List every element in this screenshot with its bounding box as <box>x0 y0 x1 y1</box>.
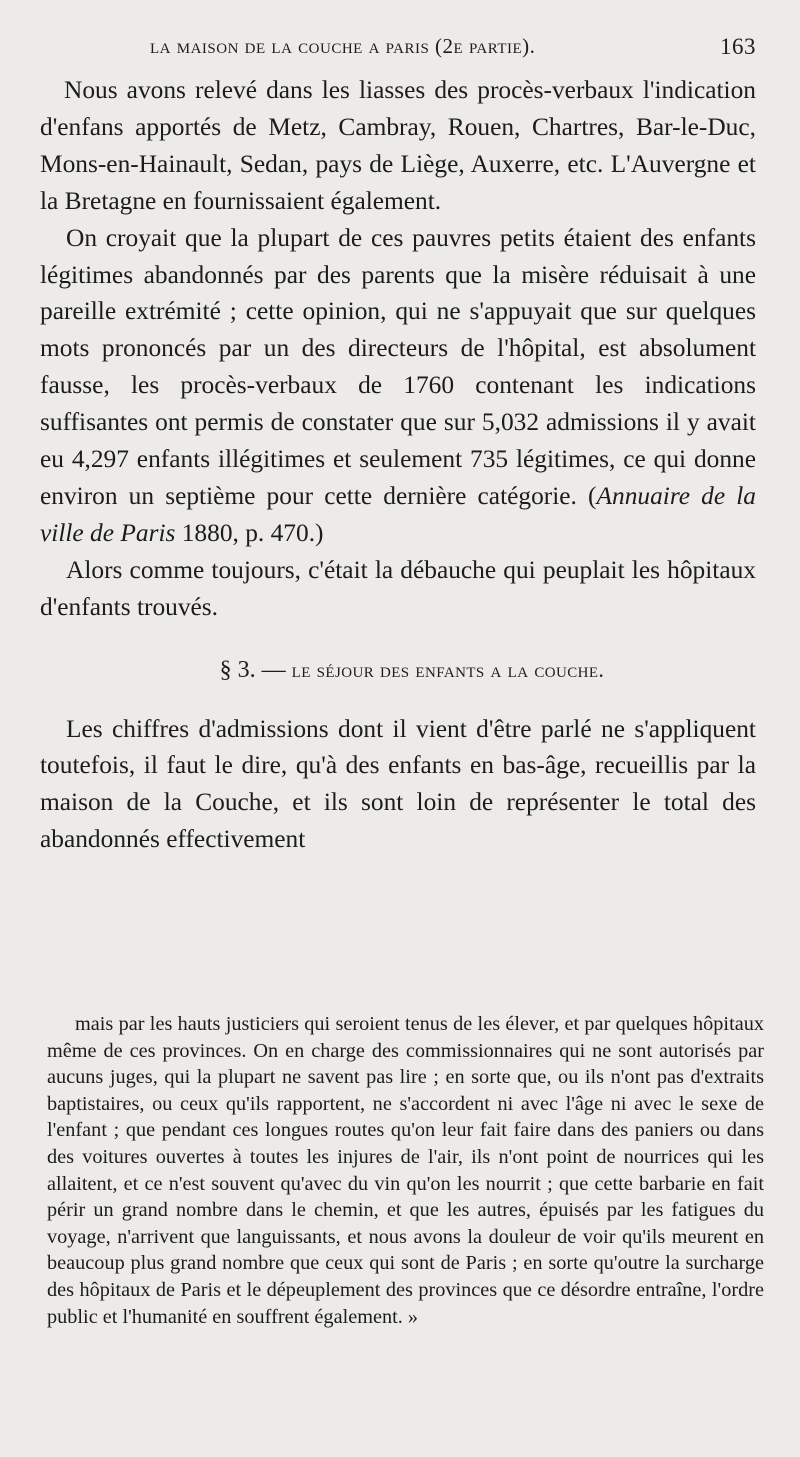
citation-details: 1880, p. 470.) <box>175 518 324 547</box>
page-number: 163 <box>720 34 756 59</box>
running-head <box>150 34 756 59</box>
main-text <box>40 72 756 858</box>
section-heading <box>40 652 756 689</box>
paragraph-origins: Nous avons relevé dans les liasses des procès-verbaux l'indication d'enfans apportés de Metz, Cambray, Rouen, Chartres, Bar-le-Duc, Mons-en-Hainault, Sedan, pays de Liège, Auxerre, etc. L'Auvergne et la Bretagne en fournissaient également. <box>40 76 756 215</box>
section-dash: — <box>255 656 292 683</box>
footnote-text: mais par les hauts justiciers qui seroient tenus de les élever, et par quelques hôpitaux même de ces provinces. On en charge des commissionnaires qui ne sont autorisés par aucuns juges, qui la plupart ne savent pas lire ; en sorte que, ou ils n'ont pas d'extraits baptistaires, ou ceux qu'ils rapportent, ne s'accordent ni avec l'âge ni avec le sexe de l'enfant ; que pendant ces longues routes qu'on leur fait faire dans des paniers ou dans des voitures ouvertes à toutes les injures de l'air, ils n'ont point de nourrices qui les allaitent, et ce n'est souvent qu'avec du vin qu'on les nourrit ; que cette barbarie en fait périr un grand nombre dans le chemin, et que les autres, épuisés par les fatigues du voyage, n'arrivent que languissants, et nous avons la douleur de voir qu'ils meurent en beaucoup plus grand nombre que ceux qui sont de Paris ; en sorte qu'outre la surcharge des hôpitaux de Paris et le dépeuplement des provinces que ce désordre entraîne, l'ordre public et l'humanité en souffrent également. » <box>47 1013 764 1328</box>
paragraph-legitimacy <box>40 220 756 552</box>
section-title: le séjour des enfants a la couche. <box>291 656 605 682</box>
footnote <box>47 1011 764 1330</box>
paragraph-admissions: Les chiffres d'admissions dont il vient d'être parlé ne s'appliquent toutefois, il faut le dire, qu'à des enfants en bas-âge, recueillis par la maison de la Couche, et ils sont loin de représenter le total des abandonnés effectivement <box>40 714 756 854</box>
paragraph-legitimacy-text: On croyait que la plupart de ces pauvres petits étaient des enfants légitimes abandonnés par des parents que la misère réduisait à une pareille extrémité ; cette opinion, qui ne s'appuyait que sur quelques mots prononcés par un des directeurs de l'hôpital, est absolument fausse, les procès-verbaux de 1760 contenant les indications suffisantes ont permis de constater que sur 5,032 admissions il y avait eu 4,297 enfants illégitimes et seulement 735 légitimes, ce qui donne environ un septième pour cette dernière catégorie. ( <box>40 223 756 510</box>
section-number: § 3. <box>219 656 256 683</box>
running-title: la maison de la couche a paris (2e partie). <box>150 34 536 58</box>
citation-title: Annuaire de la ville de Paris <box>40 481 756 547</box>
paragraph-debauchery: Alors comme toujours, c'était la débauche qui peuplait les hôpitaux d'enfants trouvés. <box>40 555 756 621</box>
